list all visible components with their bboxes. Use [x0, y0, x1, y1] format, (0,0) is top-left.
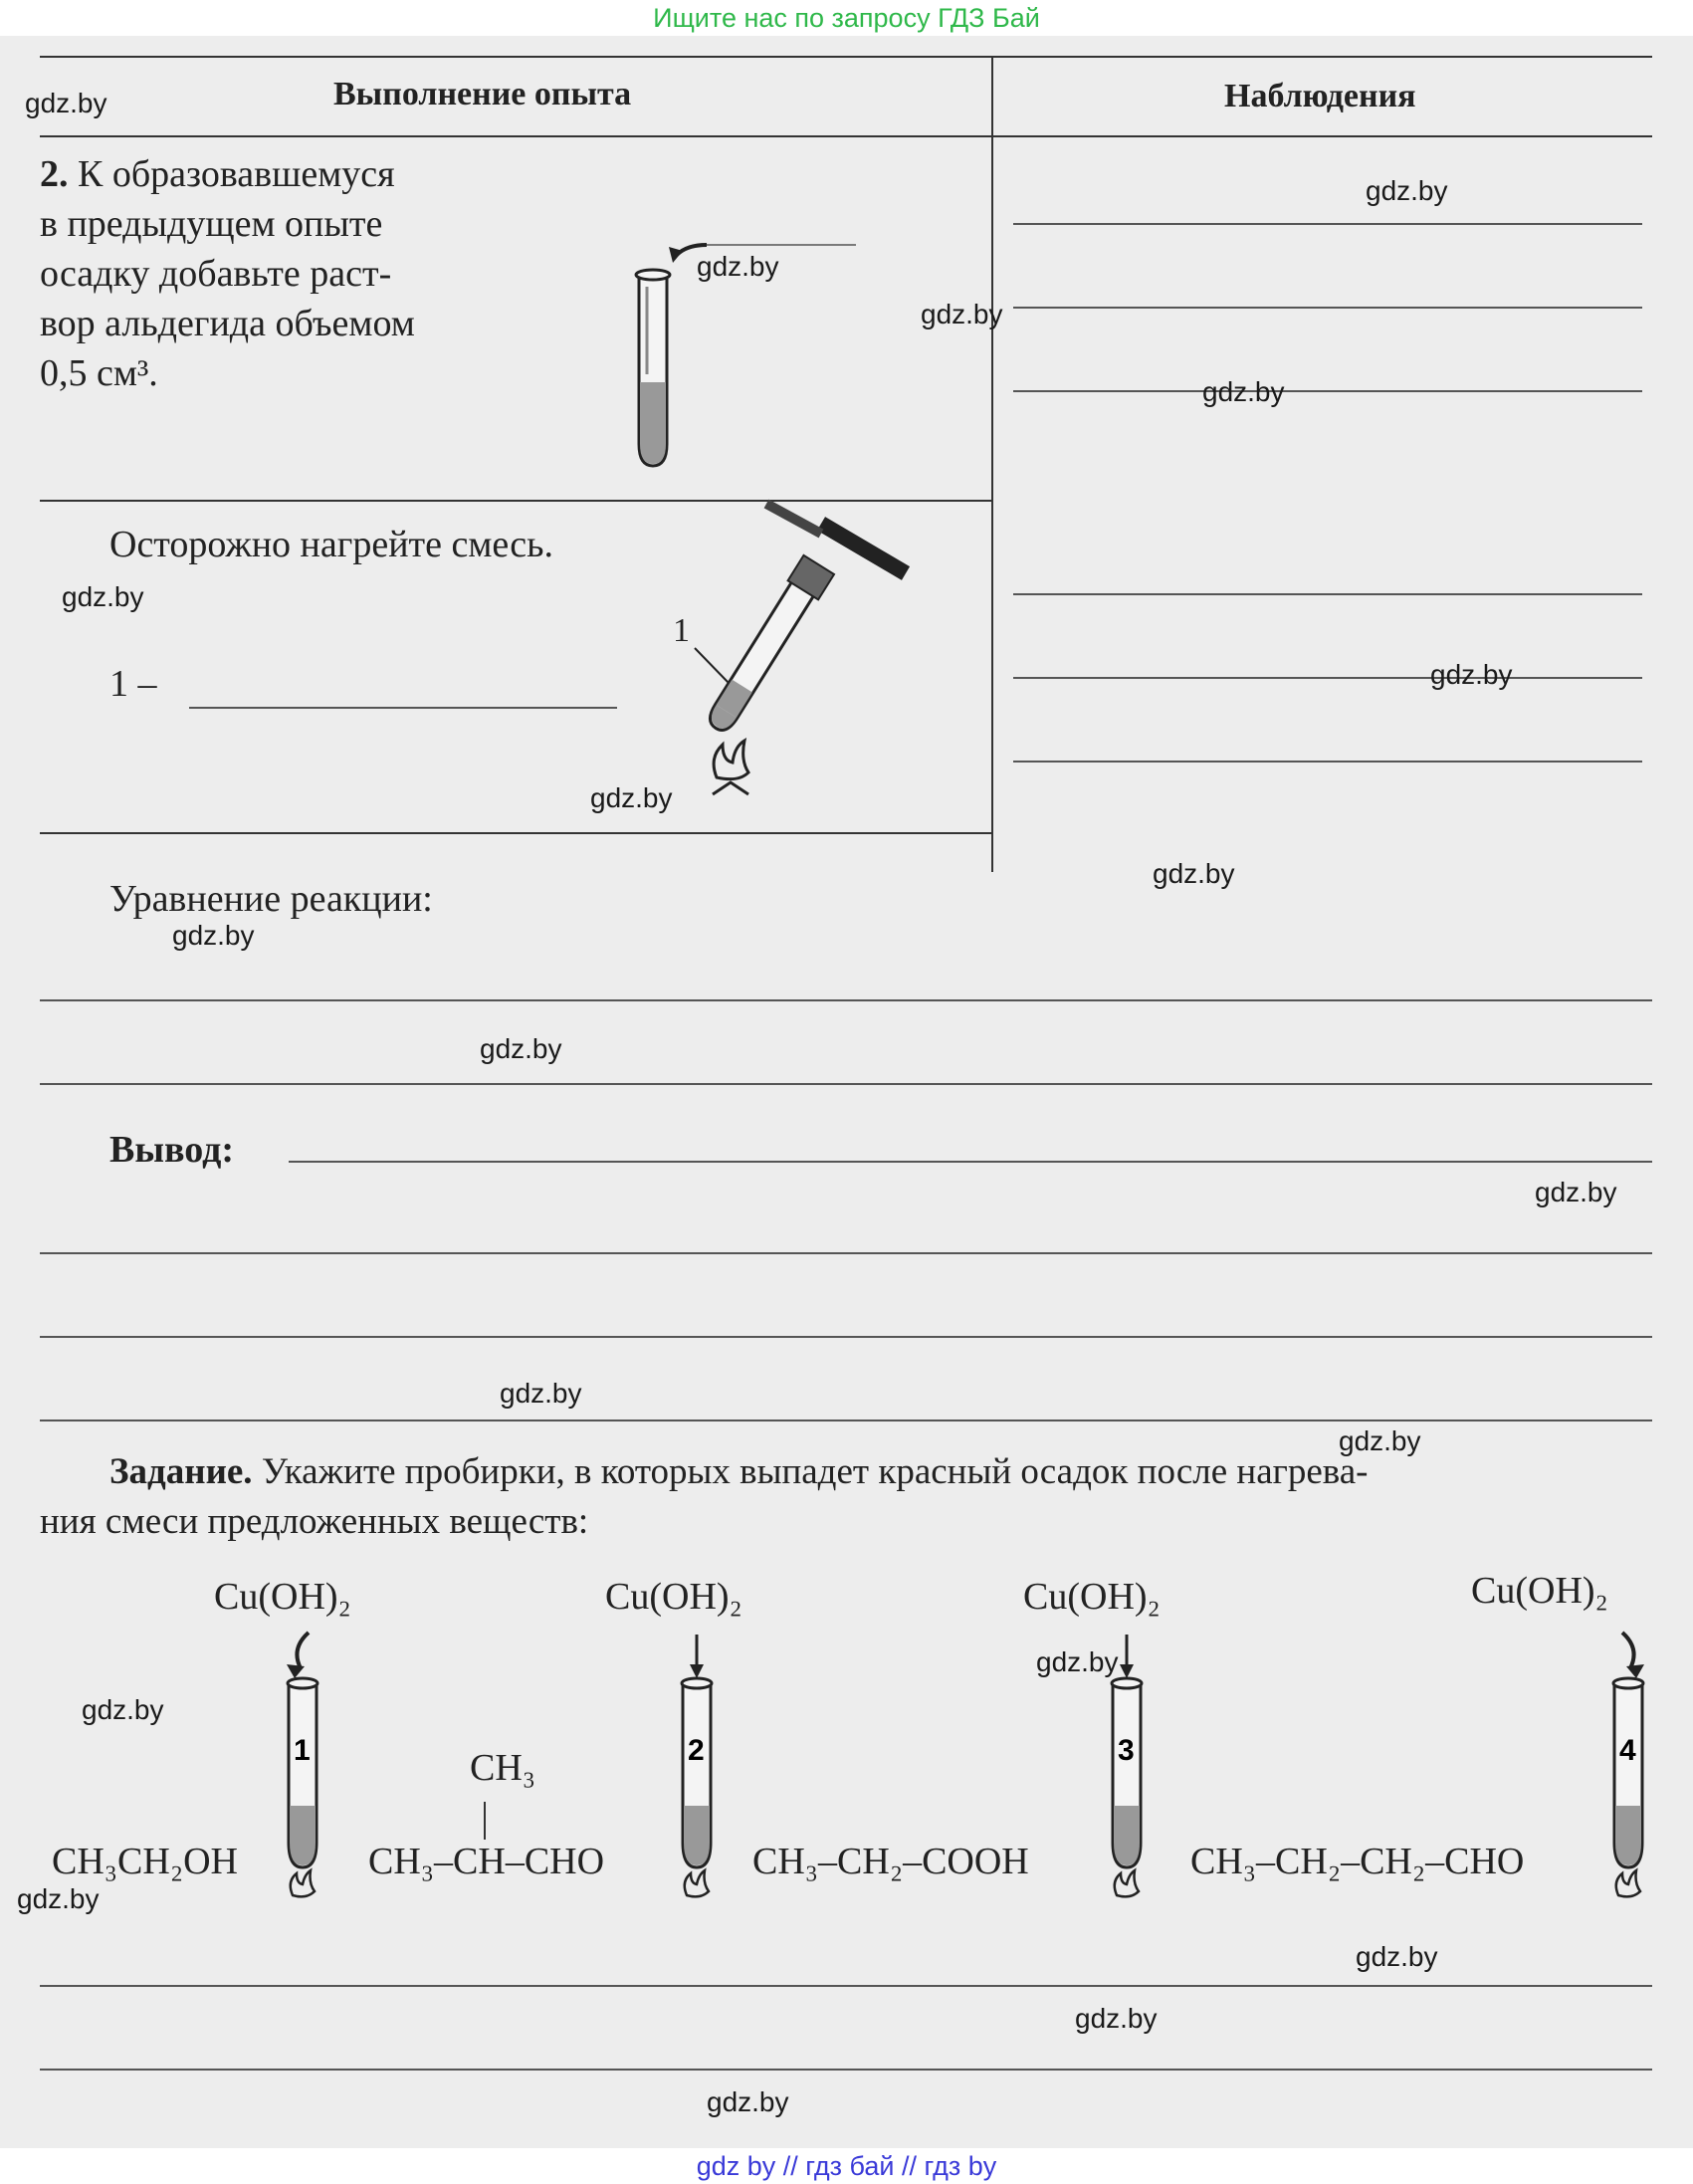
- observation-line-3: [1013, 390, 1642, 392]
- task-text: [40, 1447, 1662, 1547]
- conclusion-line-1: [289, 1161, 1652, 1163]
- step-2-line-5: 0,5 см³.: [40, 352, 158, 394]
- step-2-line-4: вор альдегида объемом: [40, 303, 415, 344]
- column-header-observations: Наблюдения: [1224, 78, 1416, 114]
- observation-line-6: [1013, 761, 1642, 763]
- workbook-page: [0, 36, 1693, 2148]
- step-number: 2.: [40, 153, 69, 195]
- watermark: gdz.by: [17, 1883, 100, 1914]
- heat-answer-line: [189, 707, 617, 709]
- task-text-line-2: ния смеси предложенных веществ:: [40, 1501, 589, 1542]
- test-tube-add-aldehyde-illustration: [617, 205, 866, 484]
- watermark: gdz.by: [500, 1378, 582, 1409]
- watermark: gdz.by: [1535, 1177, 1617, 1207]
- watermark: gdz.by: [590, 782, 673, 813]
- tube-number-3: 3: [1118, 1734, 1135, 1767]
- table-column-divider: [991, 56, 993, 872]
- watermark: gdz.by: [480, 1033, 562, 1064]
- heat-answer-prefix: 1 –: [109, 663, 157, 705]
- heat-instruction: Осторожно нагрейте смесь.: [109, 524, 553, 565]
- reagent-label-2: Cu(OH)₂: [605, 1576, 742, 1618]
- heating-test-tube-illustration: [657, 534, 926, 812]
- tube-2-branch: CH₃: [470, 1747, 536, 1789]
- task-label: Задание.: [109, 1451, 253, 1492]
- tube-2-branch-bond: [484, 1802, 486, 1840]
- step-2-text: [40, 149, 518, 398]
- equation-line-1: [40, 999, 1652, 1001]
- table-top-rule: [40, 56, 1652, 58]
- step-2-line-3: осадку добавьте раст-: [40, 253, 392, 295]
- task-text-line-1: Укажите пробирки, в которых выпадет красный осадок после нагрева-: [261, 1451, 1369, 1492]
- task-answer-line-1: [40, 1985, 1652, 1987]
- watermark: gdz.by: [1339, 1425, 1421, 1456]
- heat-tube-number: 1: [673, 612, 690, 649]
- bottom-banner[interactable]: gdz by // гдз бай // гдз by: [0, 2148, 1693, 2184]
- step-2-line-2: в предыдущем опыте: [40, 203, 383, 245]
- observation-line-2: [1013, 307, 1642, 309]
- watermark: gdz.by: [62, 581, 144, 612]
- row-divider-1: [40, 500, 991, 502]
- conclusion-label: Вывод:: [109, 1129, 235, 1171]
- tube-3-formula: CH₃–CH₂–COOH: [752, 1841, 1029, 1882]
- observation-line-1: [1013, 223, 1642, 225]
- task-tube-1: [279, 1629, 358, 1897]
- watermark: gdz.by: [1356, 1941, 1438, 1972]
- watermark: gdz.by: [25, 88, 107, 118]
- observation-line-5: [1013, 677, 1642, 679]
- reagent-label-1: Cu(OH)₂: [214, 1576, 351, 1618]
- row-divider-2: [40, 832, 991, 834]
- tube-number-1: 1: [294, 1734, 311, 1767]
- column-header-procedure: Выполнение опыта: [333, 76, 632, 112]
- observation-line-4: [1013, 593, 1642, 595]
- watermark: gdz.by: [921, 299, 1003, 329]
- task-tube-4: [1604, 1629, 1684, 1897]
- task-tube-2: [673, 1629, 752, 1897]
- task-answer-line-2: [40, 2069, 1652, 2071]
- top-banner[interactable]: Ищите нас по запросу ГДЗ Бай: [0, 0, 1693, 36]
- tube-2-formula: CH₃–CH–CHO: [368, 1841, 605, 1882]
- watermark: gdz.by: [1202, 376, 1285, 407]
- watermark: gdz.by: [1075, 2003, 1158, 2034]
- watermark: gdz.by: [1036, 1646, 1119, 1677]
- watermark: gdz.by: [707, 2086, 789, 2117]
- equation-label: Уравнение реакции:: [109, 878, 433, 920]
- tube-1-formula: CH₃CH₂OH: [52, 1841, 238, 1882]
- watermark: gdz.by: [1153, 858, 1235, 889]
- watermark: gdz.by: [1366, 175, 1448, 206]
- tube-number-4: 4: [1619, 1734, 1636, 1767]
- step-2-line-1: К образовавшемуся: [78, 153, 395, 195]
- conclusion-line-4: [40, 1420, 1652, 1421]
- equation-line-2: [40, 1083, 1652, 1085]
- tube-4-formula: CH₃–CH₂–CH₂–CHO: [1190, 1841, 1525, 1882]
- reagent-label-3: Cu(OH)₂: [1023, 1576, 1161, 1618]
- watermark: gdz.by: [172, 920, 255, 951]
- watermark: gdz.by: [82, 1694, 164, 1725]
- reagent-label-4: Cu(OH)₂: [1471, 1570, 1608, 1612]
- table-header-rule: [40, 135, 1652, 137]
- watermark: gdz.by: [697, 251, 779, 282]
- conclusion-line-3: [40, 1336, 1652, 1338]
- watermark: gdz.by: [1430, 659, 1513, 690]
- conclusion-line-2: [40, 1252, 1652, 1254]
- tube-number-2: 2: [688, 1734, 705, 1767]
